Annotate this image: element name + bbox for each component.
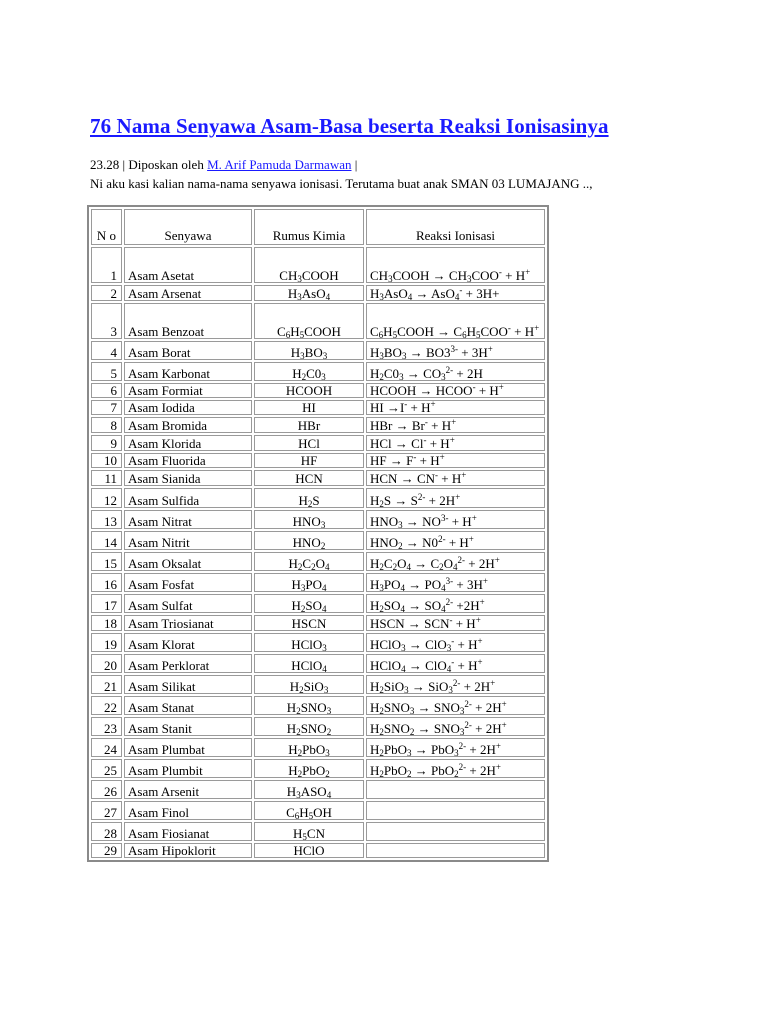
table-row — [91, 383, 545, 398]
cell-no: 11 — [91, 470, 122, 486]
header-name: Senyawa — [124, 209, 252, 245]
table-row — [91, 285, 545, 301]
cell-reaction: HI →I- + H+ — [366, 400, 545, 415]
cell-reaction: $H_2SO_4 \to SO_4^{2-} +2H^+$ — [366, 594, 545, 613]
cell-name: Asam Asetat — [124, 247, 252, 283]
cell-no: 27 — [91, 801, 122, 820]
table-row — [91, 633, 545, 652]
cell-no: 21 — [91, 675, 122, 694]
table-row — [91, 696, 545, 715]
cell-no: 25 — [91, 759, 122, 778]
cell-reaction: HCN → CN- + H+ — [366, 470, 545, 486]
cell-formula: HCN — [254, 470, 364, 486]
cell-formula: HClO — [254, 843, 364, 858]
cell-name: Asam Fluorida — [124, 453, 252, 468]
cell-no: 2 — [91, 285, 122, 301]
cell-formula: $H_2PbO_2$ — [254, 759, 364, 778]
table-row — [91, 675, 545, 694]
cell-reaction: HCl → Cl- + H+ — [366, 435, 545, 451]
cell-reaction — [366, 780, 545, 799]
cell-no: 24 — [91, 738, 122, 757]
table-row — [91, 759, 545, 778]
cell-name: Asam Fiosianat — [124, 822, 252, 841]
cell-reaction: $H_3BO_3 \to BO3^{3-} + 3H^+$ — [366, 341, 545, 360]
cell-name: Asam Sulfat — [124, 594, 252, 613]
table-row — [91, 801, 545, 820]
cell-name: Asam Oksalat — [124, 552, 252, 571]
header-no: N o — [91, 209, 122, 245]
cell-formula: $H_3ASO_4$ — [254, 780, 364, 799]
cell-no: 3 — [91, 303, 122, 339]
cell-formula: $H_2C_2O_4$ — [254, 552, 364, 571]
cell-no: 5 — [91, 362, 122, 381]
table-row — [91, 247, 545, 283]
cell-no: 22 — [91, 696, 122, 715]
author-link[interactable]: M. Arif Pamuda Darmawan — [207, 157, 352, 172]
cell-name: Asam Arsenat — [124, 285, 252, 301]
cell-name: Asam Karbonat — [124, 362, 252, 381]
cell-no: 20 — [91, 654, 122, 673]
cell-formula: HI — [254, 400, 364, 415]
cell-formula: $HNO_2$ — [254, 531, 364, 550]
cell-no: 13 — [91, 510, 122, 529]
cell-formula: HF — [254, 453, 364, 468]
cell-no: 16 — [91, 573, 122, 592]
cell-formula: HCOOH — [254, 383, 364, 398]
cell-formula: $H_2SNO_3$ — [254, 696, 364, 715]
cell-reaction — [366, 822, 545, 841]
table-row — [91, 470, 545, 486]
cell-formula: $H_2SNO_2$ — [254, 717, 364, 736]
table-header-row — [91, 209, 545, 245]
acid-table-body — [91, 209, 545, 858]
cell-no: 7 — [91, 400, 122, 415]
cell-name: Asam Iodida — [124, 400, 252, 415]
cell-no: 1 — [91, 247, 122, 283]
cell-reaction: $HNO_3 \to NO^{3-} + H^+$ — [366, 510, 545, 529]
cell-reaction: $H_2SiO_3 \to SiO_3^{2-} + 2H^+$ — [366, 675, 545, 694]
cell-no: 9 — [91, 435, 122, 451]
cell-name: Asam Nitrit — [124, 531, 252, 550]
cell-reaction: $C_6H_5COOH \to C_6H_5COO^- + H^+$ — [366, 303, 545, 339]
cell-reaction: $CH_3COOH \to CH_3COO^- + H^+$ — [366, 247, 545, 283]
table-row — [91, 303, 545, 339]
table-row — [91, 552, 545, 571]
cell-formula: $H_2S$ — [254, 488, 364, 508]
table-row — [91, 615, 545, 631]
cell-formula: $H_2C0_3$ — [254, 362, 364, 381]
table-row — [91, 843, 545, 858]
cell-reaction: HClO$_3$ → ClO$_3$- + H+ — [366, 633, 545, 652]
cell-no: 4 — [91, 341, 122, 360]
cell-reaction: $H_3AsO_4 \to AsO_4^- + 3H+$ — [366, 285, 545, 301]
cell-no: 26 — [91, 780, 122, 799]
cell-name: Asam Borat — [124, 341, 252, 360]
cell-formula: $H_5CN$ — [254, 822, 364, 841]
cell-reaction — [366, 843, 545, 858]
cell-no: 8 — [91, 417, 122, 433]
cell-reaction: HSCN → SCN- + H+ — [366, 615, 545, 631]
cell-name: Asam Formiat — [124, 383, 252, 398]
table-row — [91, 738, 545, 757]
cell-name: Asam Perklorat — [124, 654, 252, 673]
cell-no: 17 — [91, 594, 122, 613]
cell-name: Asam Bromida — [124, 417, 252, 433]
header-formula: Rumus Kimia — [254, 209, 364, 245]
cell-name: Asam Plumbat — [124, 738, 252, 757]
cell-reaction: $H_2C_2O_4 \to C_2O_4^{2-} + 2H^+$ — [366, 552, 545, 571]
cell-formula: $C_6H_5OH$ — [254, 801, 364, 820]
cell-name: Asam Nitrat — [124, 510, 252, 529]
table-row — [91, 654, 545, 673]
header-reaction: Reaksi Ionisasi — [366, 209, 545, 245]
cell-formula: HSCN — [254, 615, 364, 631]
table-row — [91, 717, 545, 736]
post-time: 23.28 — [90, 157, 120, 172]
table-row — [91, 488, 545, 508]
cell-formula: HClO$_3$ — [254, 633, 364, 652]
post-meta — [90, 157, 357, 173]
cell-reaction: $H_2SNO_3 \to SNO_3^{2-} + 2H^+$ — [366, 696, 545, 715]
table-row — [91, 400, 545, 415]
cell-formula: HBr — [254, 417, 364, 433]
cell-name: Asam Fosfat — [124, 573, 252, 592]
table-row — [91, 531, 545, 550]
cell-no: 18 — [91, 615, 122, 631]
cell-reaction: $H_2PbO_2 \to PbO_2^{2-} + 2H^+$ — [366, 759, 545, 778]
cell-reaction: HF → F- + H+ — [366, 453, 545, 468]
cell-no: 12 — [91, 488, 122, 508]
cell-name: Asam Klorat — [124, 633, 252, 652]
cell-reaction — [366, 801, 545, 820]
cell-formula: $H_2SiO_3$ — [254, 675, 364, 694]
posted-by-label: | Diposkan oleh — [119, 157, 208, 172]
cell-formula: HCl — [254, 435, 364, 451]
cell-formula: $H_3PO_4$ — [254, 573, 364, 592]
cell-name: Asam Stanit — [124, 717, 252, 736]
table-row — [91, 435, 545, 451]
cell-formula: $HNO_3$ — [254, 510, 364, 529]
cell-reaction: $H_2SNO_2 \to SNO_3^{2-} + 2H^+$ — [366, 717, 545, 736]
cell-name: Asam Stanat — [124, 696, 252, 715]
cell-formula: $H_2PbO_3$ — [254, 738, 364, 757]
cell-reaction: HCOOH → HCOO- + H+ — [366, 383, 545, 398]
cell-no: 10 — [91, 453, 122, 468]
cell-reaction: $HNO_2 \to N0^{2-} + H^+$ — [366, 531, 545, 550]
cell-reaction: HBr → Br- + H+ — [366, 417, 545, 433]
cell-name: Asam Arsenit — [124, 780, 252, 799]
cell-name: Asam Benzoat — [124, 303, 252, 339]
post-title-link[interactable]: 76 Nama Senyawa Asam-Basa beserta Reaksi Ionisasinya — [90, 114, 609, 138]
cell-no: 19 — [91, 633, 122, 652]
table-row — [91, 822, 545, 841]
cell-formula: HClO$_4$ — [254, 654, 364, 673]
cell-formula: $H_2SO_4$ — [254, 594, 364, 613]
table-row — [91, 510, 545, 529]
cell-reaction: $H_3PO_4 \to PO_4^{3-} + 3H^+$ — [366, 573, 545, 592]
cell-formula: $H_3BO_3$ — [254, 341, 364, 360]
cell-name: Asam Triosianat — [124, 615, 252, 631]
table-row — [91, 573, 545, 592]
cell-name: Asam Klorida — [124, 435, 252, 451]
cell-formula: $CH_3COOH$ — [254, 247, 364, 283]
cell-no: 28 — [91, 822, 122, 841]
intro-text: Ni aku kasi kalian nama-nama senyawa ionisasi. Terutama buat anak SMAN 03 LUMAJANG .., — [90, 176, 593, 191]
table-row — [91, 417, 545, 433]
cell-no: 15 — [91, 552, 122, 571]
cell-name: Asam Silikat — [124, 675, 252, 694]
table-row — [91, 453, 545, 468]
cell-name: Asam Hipoklorit — [124, 843, 252, 858]
cell-no: 29 — [91, 843, 122, 858]
cell-formula: $H_3AsO_4$ — [254, 285, 364, 301]
cell-reaction: $H_2S \to S^{2-} + 2H^+$ — [366, 488, 545, 508]
table-row — [91, 780, 545, 799]
acid-table — [87, 205, 549, 862]
cell-formula: $C_6H_5COOH$ — [254, 303, 364, 339]
table-row — [91, 362, 545, 381]
cell-name: Asam Sianida — [124, 470, 252, 486]
cell-reaction: $H_2PbO_3 \to PbO_3^{2-} + 2H^+$ — [366, 738, 545, 757]
cell-reaction: HClO$_4$ → ClO$_4$- + H+ — [366, 654, 545, 673]
table-row — [91, 594, 545, 613]
cell-no: 23 — [91, 717, 122, 736]
cell-no: 6 — [91, 383, 122, 398]
table-row — [91, 341, 545, 360]
cell-name: Asam Sulfida — [124, 488, 252, 508]
cell-name: Asam Finol — [124, 801, 252, 820]
cell-name: Asam Plumbit — [124, 759, 252, 778]
cell-no: 14 — [91, 531, 122, 550]
cell-reaction: $H_2C0_3 \to CO_3^{2-} + 2H$ — [366, 362, 545, 381]
meta-separator: | — [351, 157, 358, 172]
